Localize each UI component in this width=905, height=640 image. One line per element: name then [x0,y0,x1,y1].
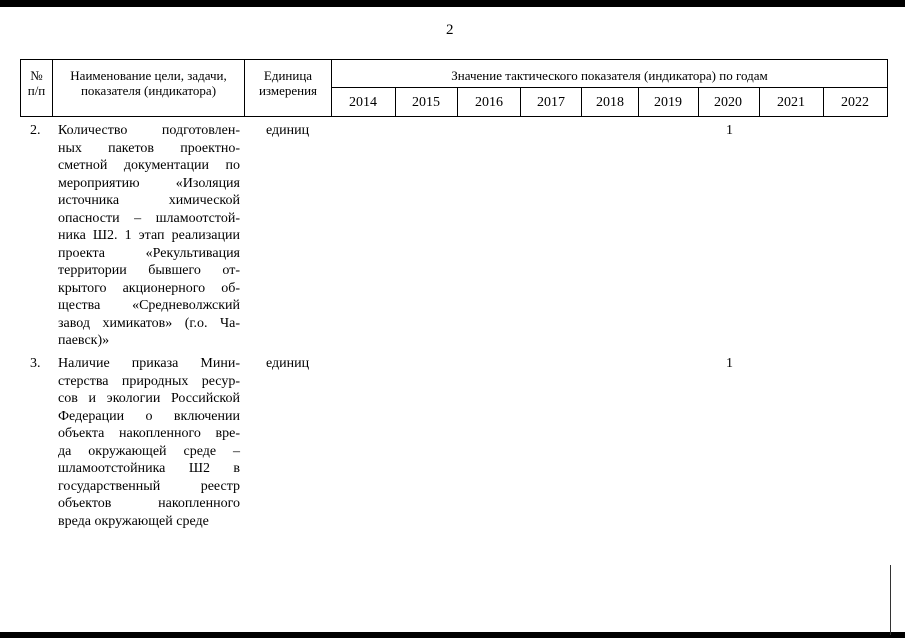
header-values-group: Значение тактического показателя (индикатора) по годам [451,68,768,83]
year-line-8 [823,87,824,117]
header-num: № п/п [27,68,46,98]
value-2020: 1 [726,123,733,138]
unit-value: единиц [266,123,310,138]
header-unit: Единица измерения [258,68,318,98]
year-2022: 2022 [841,95,869,110]
year-2019: 2019 [654,95,682,110]
scan-bottom-edge [0,632,905,638]
year-2015: 2015 [412,95,440,110]
header-bottom-border [20,116,888,117]
year-2018: 2018 [596,95,624,110]
year-line-1 [395,87,396,117]
scan-right-edge [890,565,891,635]
year-line-3 [520,87,521,117]
indicator-name: Наличие приказа Мини- стерства природных ресур- сов и экологии Российской Федерации о включении объекта накопленного вре- да окружающей среде – шламоотстойника Ш2 в государственный реестр объектов накопленного вреда окружающей среде [58,356,240,529]
year-2014: 2014 [349,95,377,110]
row-number: 2. [30,123,41,138]
col-line-end [887,59,888,117]
year-line-7 [759,87,760,117]
year-2021: 2021 [777,95,805,110]
value-2020: 1 [726,356,733,371]
year-2016: 2016 [475,95,503,110]
year-2017: 2017 [537,95,565,110]
header-name: Наименование цели, задачи, показателя (индикатора) [70,68,227,98]
indicator-name: Количество подготовлен- ных пакетов проектно- сметной документации по мероприятию «Изоляция источника химической опасности – шламоотстой- ника Ш2. 1 этап реализации проекта «Рекультивация территории бывшего от- крытого акционерного об- щества «Средневолжский завод химикатов» (г.о. Ча- паевск)» [58,123,240,348]
year-2020: 2020 [714,95,742,110]
year-line-2 [457,87,458,117]
scan-top-edge [0,0,905,7]
table-top-border [20,59,888,60]
years-header-divider [331,87,888,88]
row-number: 3. [30,356,41,371]
page-number: 2 [446,22,454,38]
unit-value: единиц [266,356,310,371]
